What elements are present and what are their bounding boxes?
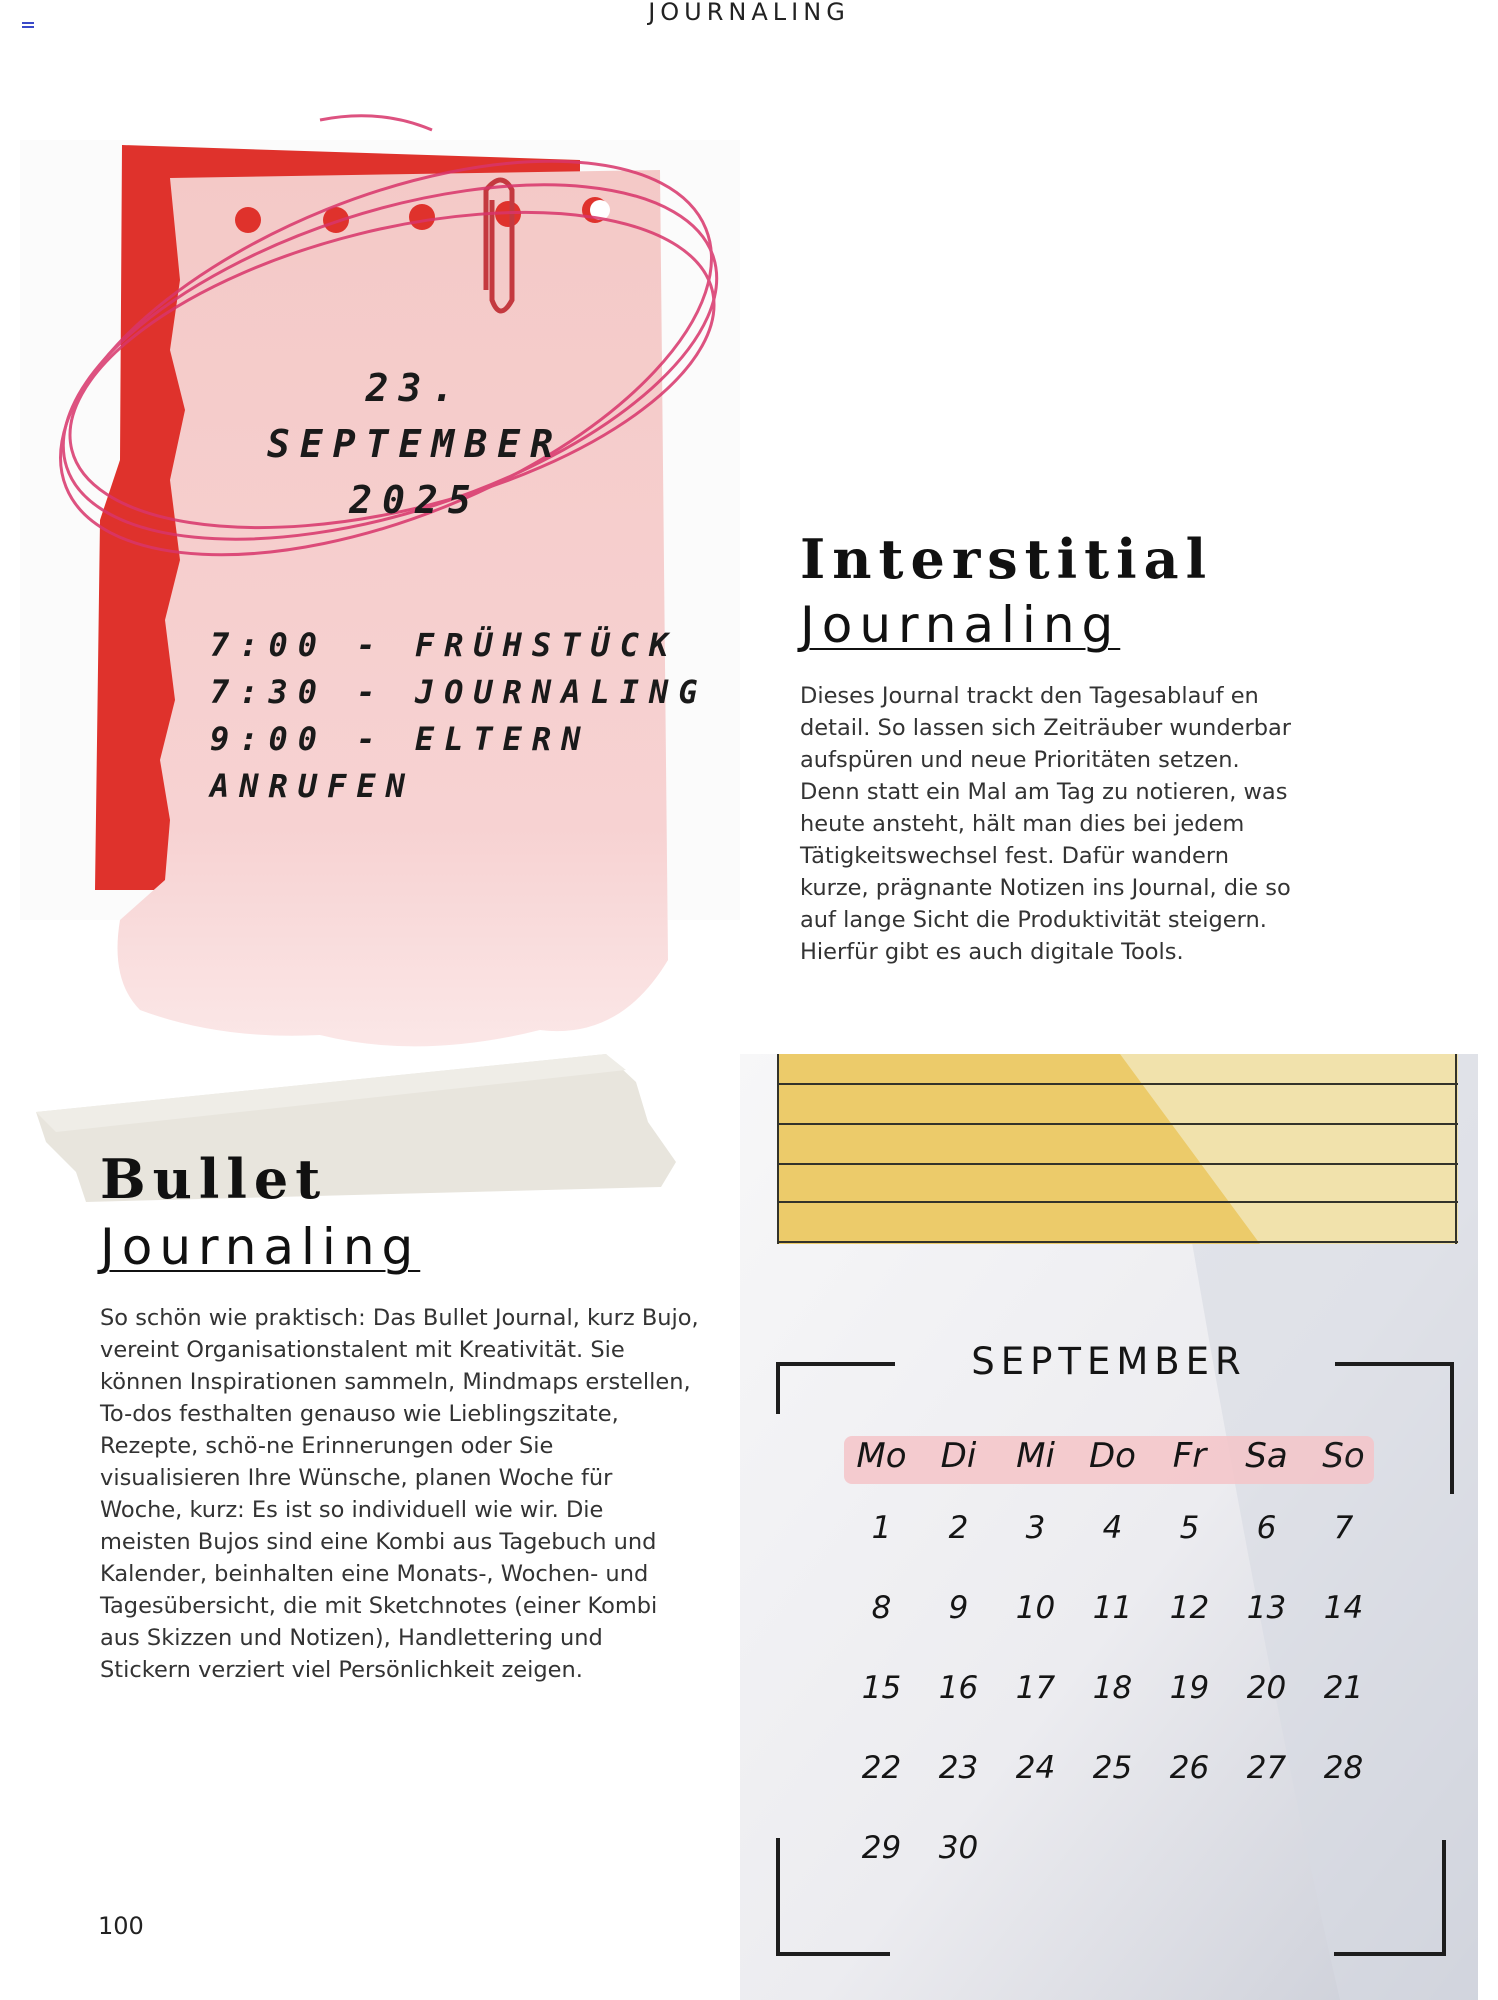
- calendar-month: SEPTEMBER: [971, 1340, 1247, 1383]
- day-cell: 6: [1256, 1510, 1277, 1546]
- day-cell: 9: [948, 1590, 969, 1626]
- day-cell: 5: [1179, 1510, 1200, 1546]
- day-cell: 8: [871, 1590, 892, 1626]
- calendar-photo: [740, 1054, 1478, 2000]
- day-cell: 20: [1246, 1670, 1287, 1706]
- weekday-label: Mi: [1016, 1436, 1055, 1476]
- page-number: 100: [98, 1912, 144, 1940]
- weekday-label: Do: [1089, 1436, 1136, 1476]
- note-photo: [20, 100, 740, 1060]
- day-cell: 23: [938, 1750, 979, 1786]
- day-cell: 14: [1323, 1590, 1364, 1626]
- interstitial-title: Interstitial: [800, 527, 1214, 591]
- note-entry: 7:00 - FRÜHSTÜCK: [210, 626, 679, 664]
- note-entry: 7:30 - JOURNALING: [210, 673, 708, 711]
- day-cell: 16: [938, 1670, 979, 1706]
- day-cell: 28: [1323, 1750, 1364, 1786]
- week-row: [843, 1728, 1383, 1808]
- bullet-subtitle: Journaling: [100, 1218, 421, 1276]
- interstitial-body: Dieses Journal trackt den Tagesablauf en detail. So lassen sich Zeiträuber wunderbar aufspüren und neue Prioritäten setzen. Denn statt ein Mal am Tag zu notieren, was heute ansteht, hält man dies bei jedem Tätigkeitswechsel fest. Dafür wandern kurze, prägnante Notizen ins Journal, die so auf lange Sicht die Produktivität steigern. Hierfür gibt es auch digitale Tools.: [800, 683, 1292, 965]
- section-header: JOURNALING: [648, 0, 850, 26]
- day-cell: 24: [1015, 1750, 1056, 1786]
- weekday-label: So: [1322, 1436, 1365, 1476]
- note-entry: 9:00 - ELTERN: [210, 720, 591, 758]
- day-cell: 7: [1333, 1510, 1354, 1546]
- note-entries: [210, 622, 708, 810]
- day-cell: 27: [1246, 1750, 1287, 1786]
- bullet-title: Bullet: [100, 1147, 328, 1211]
- day-cell: 3: [1025, 1510, 1046, 1546]
- day-cell: 21: [1323, 1670, 1364, 1706]
- weekday-row: [843, 1424, 1383, 1488]
- bullet-body: So schön wie praktisch: Das Bullet Journal, kurz Bujo, vereint Organisationstalent mit Kreativität. Sie können Inspirationen sammeln, Mindmaps erstellen, To-dos festhalten genauso wie Lieblingszitate, Rezepte, schö-ne Erinnerungen oder Sie visualisieren Ihre Wünsche, planen Woche für Woche, kurz: Es ist so individuell wie wir. Die meisten Bujos sind eine Kombi aus Tagebuch und Kalender, beinhalten eine Monats-, Wochen- und Tagesübersicht, die mit Sketchnotes (einer Kombi aus Skizzen und Notizen), Handlettering und Stickern verziert viel Persönlichkeit zeigen.: [100, 1305, 699, 1683]
- week-row: [843, 1808, 1383, 1888]
- day-cell: 1: [871, 1510, 892, 1546]
- week-row: [843, 1568, 1383, 1648]
- week-row: [843, 1488, 1383, 1568]
- interstitial-subtitle: Journaling: [800, 596, 1121, 654]
- pink-sheet: [118, 170, 708, 1046]
- day-cell: 26: [1169, 1750, 1210, 1786]
- day-cell: 22: [861, 1750, 902, 1786]
- note-date-line: 2025: [349, 478, 481, 522]
- weekday-label: Di: [940, 1436, 977, 1476]
- note-date: [205, 360, 625, 528]
- day-cell: 11: [1092, 1590, 1133, 1626]
- day-cell: 18: [1092, 1670, 1133, 1706]
- weekday-label: Sa: [1245, 1436, 1288, 1476]
- calendar-grid: [843, 1424, 1383, 1888]
- day-cell: 30: [938, 1830, 979, 1866]
- day-cell: 12: [1169, 1590, 1210, 1626]
- week-row: [843, 1648, 1383, 1728]
- note-date-line: 23. SEPTEMBER: [267, 366, 563, 466]
- day-cell: 13: [1246, 1590, 1287, 1626]
- day-cell: 17: [1015, 1670, 1056, 1706]
- day-cell: 2: [948, 1510, 969, 1546]
- day-cell: 4: [1102, 1510, 1123, 1546]
- note-entry: ANRUFEN: [210, 767, 415, 805]
- day-cell: 19: [1169, 1670, 1210, 1706]
- weekday-label: Fr: [1172, 1436, 1207, 1476]
- day-cell: 29: [861, 1830, 902, 1866]
- day-cell: 25: [1092, 1750, 1133, 1786]
- day-cell: 15: [861, 1670, 902, 1706]
- day-cell: 10: [1015, 1590, 1056, 1626]
- weekday-label: Mo: [856, 1436, 907, 1476]
